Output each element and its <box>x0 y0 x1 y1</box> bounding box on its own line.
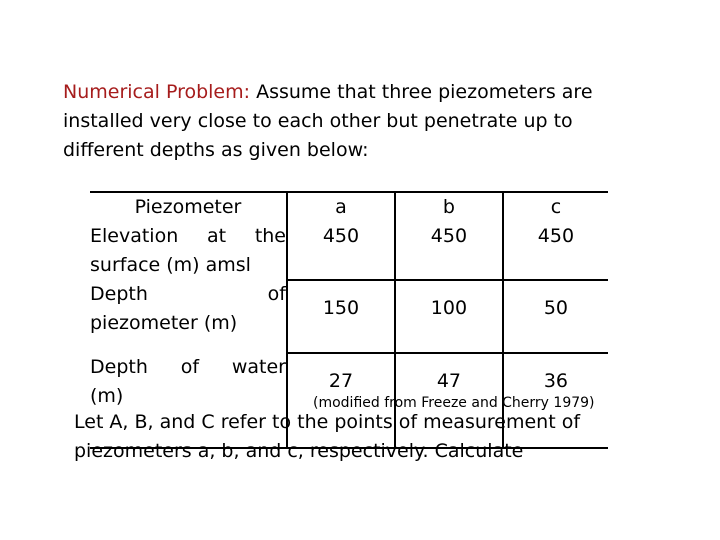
column-a-header <box>287 192 395 280</box>
column-name: b <box>442 196 455 218</box>
table-cell: 47 <box>395 353 503 448</box>
problem-text: Assume that three piezometers are installed very close to each other but penetrate up to different depths as given below: <box>63 81 593 161</box>
header-label: Piezometer <box>134 196 242 218</box>
table-row <box>90 192 608 280</box>
table-cell: 27 <box>287 353 395 448</box>
column-c-header <box>503 192 608 280</box>
table-cell: 450 <box>322 225 360 247</box>
depth-water-label-line2: (m) <box>90 385 124 407</box>
table-cell: 36 <box>503 353 608 448</box>
row-label <box>90 192 287 280</box>
source-citation: (modified from Freeze and Cherry 1979) <box>313 395 595 411</box>
table-cell: 100 <box>395 280 503 353</box>
table-cell: 150 <box>287 280 395 353</box>
row-label <box>90 280 287 353</box>
followup-text: Let A, B, and C refer to the points of measurement of piezometers a, b, and c, respectively. Calculate <box>74 411 581 462</box>
depth-water-label-line1: Depth of water <box>90 356 286 378</box>
table-cell: 450 <box>430 225 468 247</box>
column-name: c <box>550 196 562 218</box>
problem-statement <box>63 78 653 165</box>
column-b-header <box>395 192 503 280</box>
depth-piezometer-label-line2: piezometer (m) <box>90 312 238 334</box>
table-cell: 50 <box>503 280 608 353</box>
elevation-label-line2: surface (m) amsl <box>90 254 251 276</box>
elevation-label-line1: Elevation at the <box>90 225 286 247</box>
problem-lead: Numerical Problem: <box>63 81 251 103</box>
column-name: a <box>335 196 347 218</box>
table-row <box>90 280 608 353</box>
table-cell: 450 <box>537 225 575 247</box>
depth-piezometer-label-line1: Depth of <box>90 283 286 305</box>
